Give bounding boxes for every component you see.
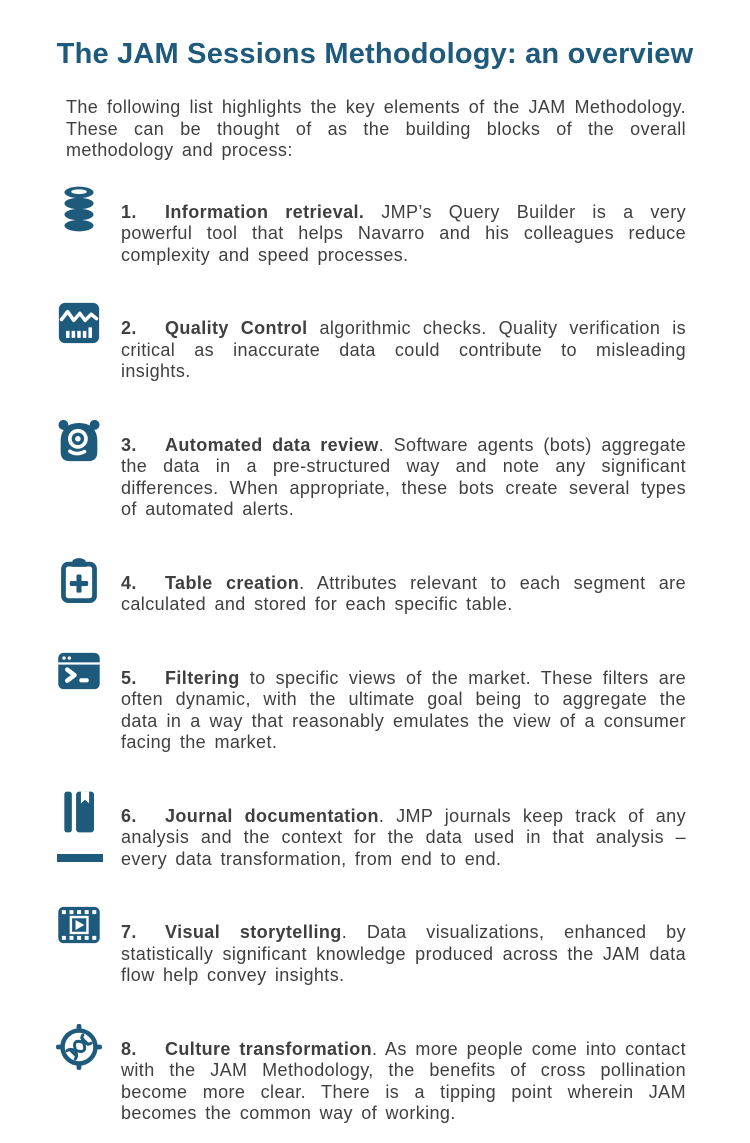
list-item-title: Visual storytelling bbox=[165, 922, 342, 942]
terminal-icon bbox=[50, 650, 108, 690]
list-item-body: . As more people come into contact with the JAM Methodology, the benefits of cross pollination become more clear. There is a tipping point wherein JAM becomes the common way of working. bbox=[121, 1038, 686, 1123]
list-item-body: . Attributes relevant to each segment are calculated and stored for each specific table. bbox=[121, 572, 686, 614]
database-icon bbox=[50, 184, 108, 232]
list-item-body: . JMP journals keep track of any analysis and the context for the data used in that analysis – every data transformation, from end to end. bbox=[121, 805, 686, 869]
footer-accent-bar bbox=[57, 854, 103, 862]
list-item bbox=[50, 1021, 686, 1143]
list-item bbox=[50, 904, 686, 1005]
list-item bbox=[50, 788, 686, 889]
list-item-text bbox=[121, 922, 686, 987]
quality-chart-icon bbox=[50, 300, 108, 344]
list-item bbox=[50, 184, 686, 285]
page-title: The JAM Sessions Methodology: an overview bbox=[56, 38, 694, 70]
list-item bbox=[50, 300, 686, 401]
list-item-title: Culture transformation bbox=[165, 1038, 373, 1059]
list-item-number: 2. bbox=[121, 318, 137, 338]
list-item-text bbox=[121, 573, 686, 616]
list-item-text bbox=[121, 1039, 686, 1125]
list-item-title: Table creation bbox=[165, 572, 300, 593]
list-item bbox=[50, 417, 686, 539]
list-item-body: to specific views of the market. These filters are often dynamic, with the ultimate goal being to aggregate the data in a way that reasonably emulates the view of a consumer facing the market. bbox=[121, 667, 686, 752]
list-item bbox=[50, 650, 686, 772]
list-item-body: JMP’s Query Builder is a very powerful tool that helps Navarro and his colleagues reduce complexity and speed processes. bbox=[121, 201, 687, 265]
methodology-list bbox=[0, 184, 750, 1143]
list-item-text bbox=[121, 202, 686, 267]
list-item-number: 8. bbox=[121, 1038, 137, 1059]
list-item-title: Information retrieval. bbox=[165, 201, 365, 222]
intro-paragraph: The following list highlights the key elements of the JAM Methodology. These can be thought of as the building blocks of the overall methodology and process: bbox=[66, 97, 686, 160]
list-item-title: Filtering bbox=[165, 667, 240, 688]
journal-icon bbox=[50, 788, 108, 834]
list-item-number: 4. bbox=[121, 572, 137, 593]
list-item-number: 3. bbox=[121, 434, 137, 455]
list-item-text bbox=[121, 668, 686, 754]
list-item-text bbox=[121, 806, 686, 871]
list-item-text bbox=[121, 318, 686, 383]
list-item-number: 1. bbox=[121, 201, 137, 222]
list-item-title: Journal documentation bbox=[165, 805, 379, 826]
list-item-title: Quality Control bbox=[165, 318, 308, 338]
list-item-body: . Data visualizations, enhanced by statistically significant knowledge produced across the JAM data flow help convey insights. bbox=[121, 922, 686, 985]
dna-target-icon bbox=[50, 1021, 108, 1071]
bot-icon bbox=[50, 417, 108, 463]
list-item-number: 6. bbox=[121, 805, 137, 826]
list-item-body: algorithmic checks. Quality verification is critical as inaccurate data could contribute to misleading insights. bbox=[121, 318, 686, 381]
list-item-text bbox=[121, 435, 686, 521]
film-icon bbox=[50, 904, 108, 944]
list-item-body: . Software agents (bots) aggregate the data in a pre-structured way and note any significant differences. When appropriate, these bots create several types of automated alerts. bbox=[121, 434, 687, 519]
list-item-title: Automated data review bbox=[165, 434, 379, 455]
clipboard-plus-icon bbox=[50, 555, 108, 603]
list-item-number: 7. bbox=[121, 922, 137, 942]
list-item bbox=[50, 555, 686, 634]
list-item-number: 5. bbox=[121, 667, 137, 688]
